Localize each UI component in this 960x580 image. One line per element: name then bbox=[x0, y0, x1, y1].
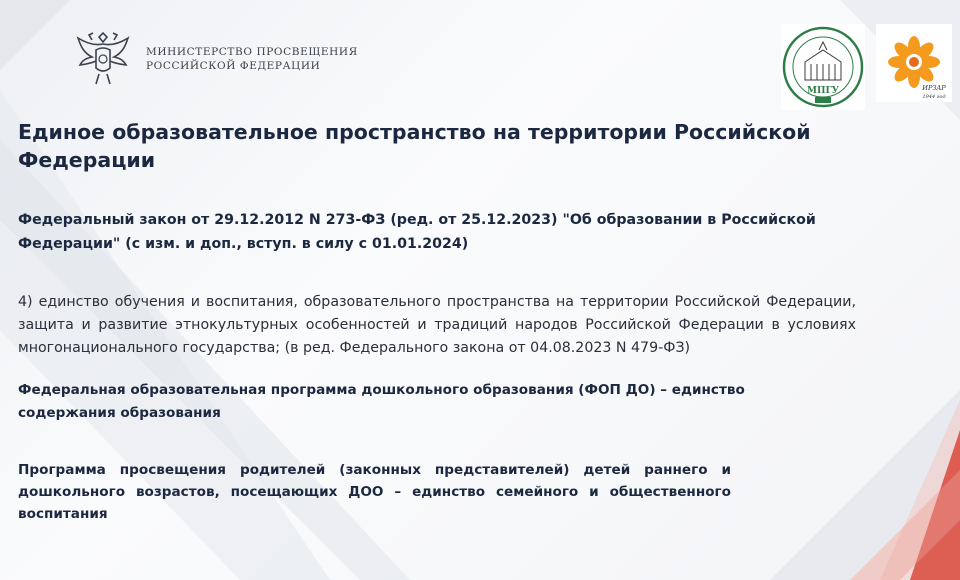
law-reference: Федеральный закон от 29.12.2012 N 273-ФЗ (ред. от 25.12.2023) "Об образовании в Российской Федерации" (с изм. и доп., вступ. в силу с 01.01.2024) bbox=[18, 212, 816, 252]
ministry-header bbox=[72, 28, 358, 90]
ministry-name bbox=[146, 45, 358, 73]
mpgu-logo-text: МПГУ bbox=[807, 86, 839, 96]
irzar-logo-year: 1944 год bbox=[922, 94, 946, 100]
law-point-text: 4) единство обучения и воспитания, образовательного пространства на территории Российской Федерации, защита и развитие этнокультурных особенностей и традиций народов Российской Федерации в условиях многонационального государства; (в ред. Федерального закона от 04.08.2023 N 479-ФЗ) bbox=[18, 294, 856, 356]
slide-content bbox=[18, 112, 858, 525]
parents-program-text: Программа просвещения родителей (законных представителей) детей раннего и дошкольного возрастов, посещающих ДОО – единство семейного и общественного воспитания bbox=[18, 462, 731, 522]
ministry-name-line1: МИНИСТЕРСТВО ПРОСВЕЩЕНИЯ bbox=[146, 46, 358, 58]
fop-text: Федеральная образовательная программа дошкольного образования (ФОП ДО) – единство содержания образования bbox=[18, 382, 745, 421]
irzar-logo-text: ИРЗАР bbox=[922, 84, 946, 92]
slide-title: Единое образовательное пространство на территории Российской Федерации bbox=[18, 120, 811, 172]
ministry-name-line2: РОССИЙСКОЙ ФЕДЕРАЦИИ bbox=[146, 60, 321, 72]
irzar-logo bbox=[876, 24, 952, 102]
double-headed-eagle-emblem-icon bbox=[72, 28, 134, 90]
mpgu-logo bbox=[781, 24, 865, 110]
